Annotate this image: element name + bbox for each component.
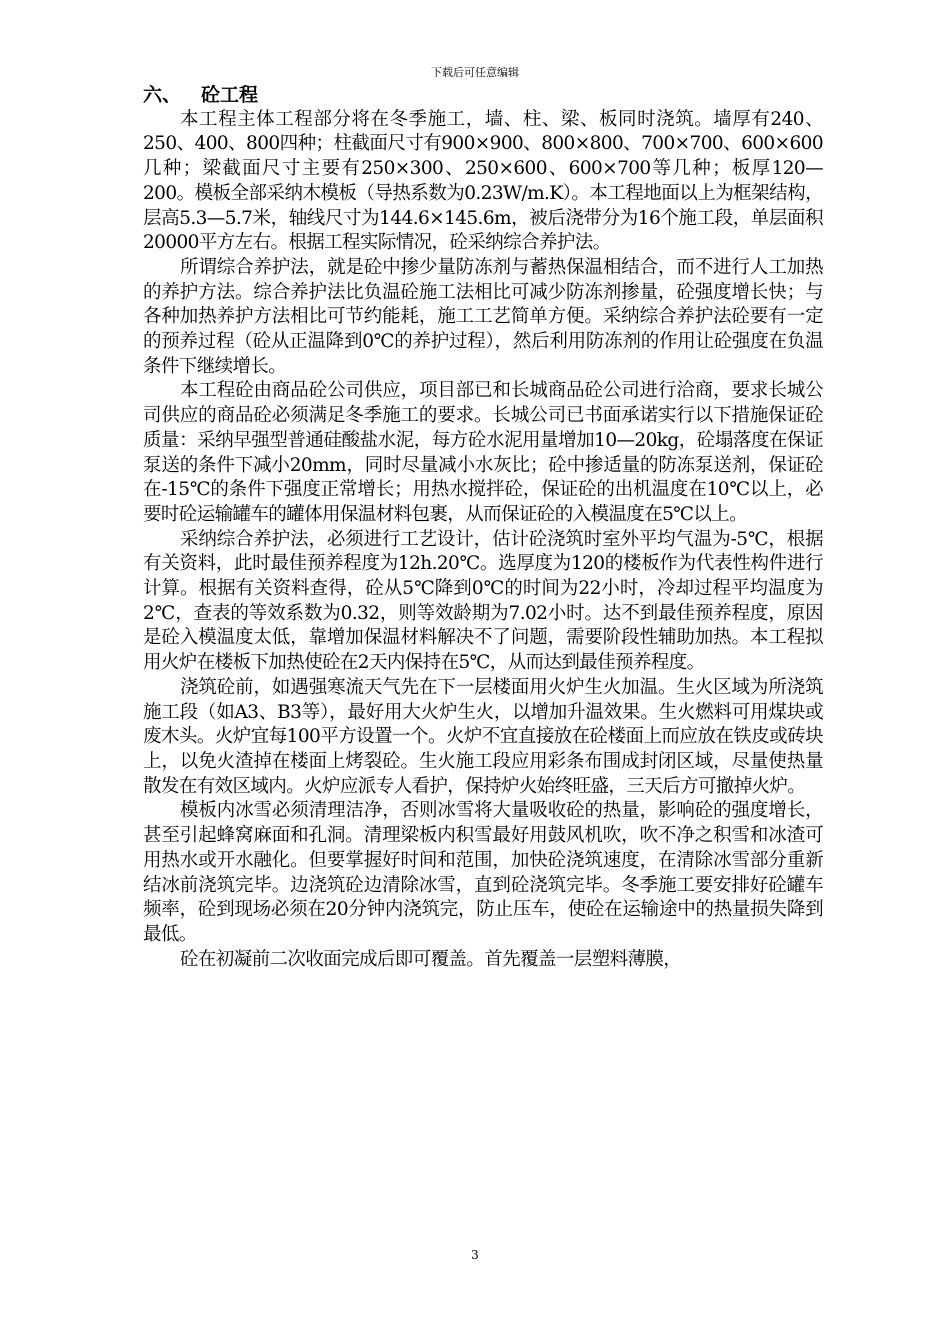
- paragraph-4: 采纳综合养护法，必须进行工艺设计，估计砼浇筑时室外平均气温为-5℃，根据有关资料，此时最佳预养程度为12h.20℃。选厚度为120的楼板作为代表性构件进行计算。根据有关资料查得，砼从5℃降到0℃的时间为22小时，冷却过程平均温度为2℃，查表的等效系数为0.32，则等效龄期为7.02小时。达不到最佳预养程度，原因是砼入模温度太低，靠增加保温材料解决不了问题，需要阶段性辅助加热。本工程拟用火炉在楼板下加热使砼在2天内保持在5℃，从而达到最佳预养程度。: [143, 528, 823, 674]
- section-number: 六、: [143, 84, 182, 106]
- paragraph-2: 所谓综合养护法，就是砼中掺少量防冻剂与蓄热保温相结合，而不进行人工加热的养护方法。综合养护法比负温砼施工法相比可减少防冻剂掺量，砼强度增长快；与各种加热养护方法相比可节约能耗，施工工艺简单方便。采纳综合养护法砼要有一定的预养过程（砼从正温降到0℃的养护过程），然后利用防冻剂的作用让砼强度在负温条件下继续增长。: [143, 256, 823, 377]
- paragraph-1: 本工程主体工程部分将在冬季施工，墙、柱、梁、板同时浇筑。墙厚有240、250、400、800四种；柱截面尺寸有900×900、800×800、700×700、600×600几种；梁截面尺寸主要有250×300、250×600、600×700等几种；板厚120—200。模板全部采纳木模板（导热系数为0.23W/m.K）。本工程地面以上为框架结构，层高5.3—5.7米，轴线尺寸为144.6×145.6m，被后浇带分为16个施工段，单层面积20000平方左右。根据工程实际情况，砼采纳综合养护法。: [143, 108, 823, 254]
- document-body: [143, 83, 823, 972]
- paragraph-5: 浇筑砼前，如遇强寒流天气先在下一层楼面用火炉生火加温。生火区域为所浇筑施工段（如A3、B3等），最好用大火炉生火，以增加升温效果。生火燃料可用煤块或废木头。火炉宜每100平方设置一个。火炉不宜直接放在砼楼面上而应放在铁皮或砖块上，以免火渣掉在楼面上烤裂砼。生火施工段应用彩条布围成封闭区域，尽量使热量散发在有效区域内。火炉应派专人看护，保持炉火始终旺盛，三天后方可撤掉火炉。: [143, 676, 823, 797]
- section-title: 砼工程: [201, 84, 259, 106]
- paragraph-6: 模板内冰雪必须清理洁净，否则冰雪将大量吸收砼的热量，影响砼的强度增长，甚至引起蜂窝麻面和孔洞。清理梁板内积雪最好用鼓风机吹，吹不净之积雪和冰渣可用热水或开水融化。但要掌握好时间和范围，加快砼浇筑速度，在清除冰雪部分重新结冰前浇筑完毕。边浇筑砼边清除冰雪，直到砼浇筑完毕。冬季施工要安排好砼罐车频率，砼到现场必须在20分钟内浇筑完，防止压车，使砼在运输途中的热量损失降到最低。: [143, 800, 823, 945]
- section-heading: [143, 83, 823, 108]
- page-number: 3: [471, 1248, 479, 1262]
- paragraph-7: 砼在初凝前二次收面完成后即可覆盖。首先覆盖一层塑料薄膜，: [180, 948, 682, 970]
- paragraph-3: 本工程砼由商品砼公司供应，项目部已和长城商品砼公司进行洽商，要求长城公司供应的商品砼必须满足冬季施工的要求。长城公司已书面承诺实行以下措施保证砼质量：采纳早强型普通硅酸盐水泥，每方砼水泥用量增加10—20kg，砼塌落度在保证泵送的条件下减小20mm，同时尽量减小水灰比；砼中掺适量的防冻泵送剂，保证砼在-15℃的条件下强度正常增长；用热水搅拌砼，保证砼的出机温度在10℃以上，必要时砼运输罐车的罐体用保温材料包裹，从而保证砼的入模温度在5℃以上。: [143, 380, 823, 525]
- page-header: 下载后可任意编辑: [431, 66, 519, 79]
